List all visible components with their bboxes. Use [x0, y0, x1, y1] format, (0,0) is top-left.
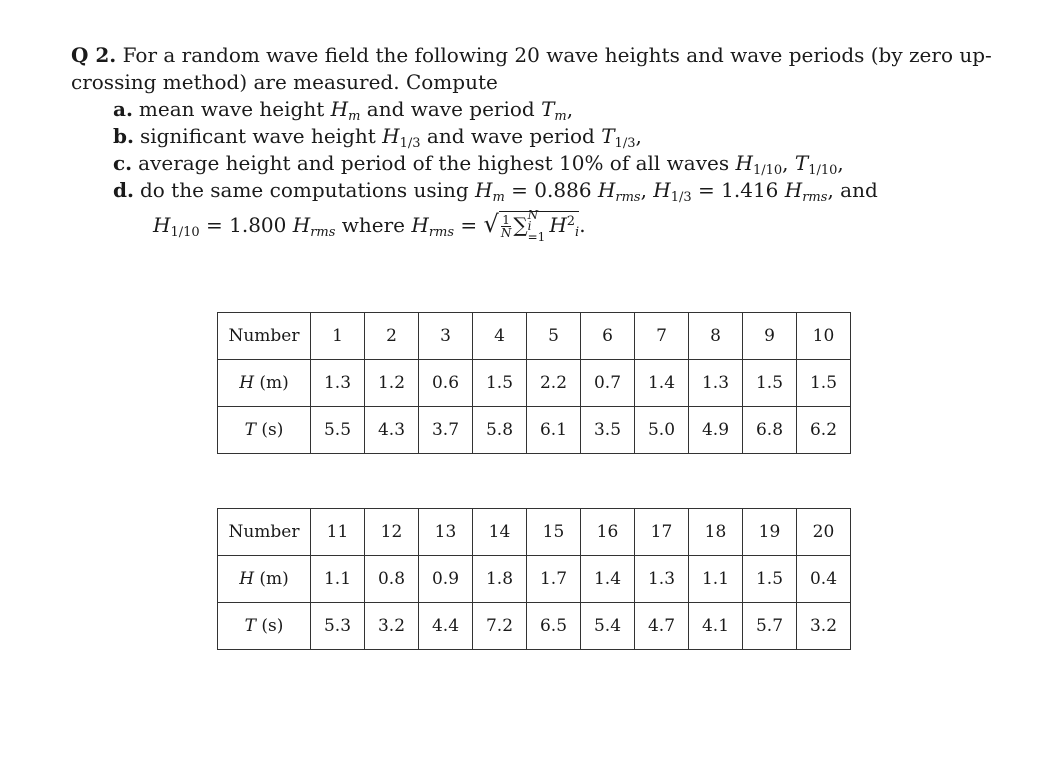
table-cell: 1.5 — [743, 360, 797, 407]
table-cell: 6.1 — [527, 407, 581, 454]
item-a-marker: a. — [113, 97, 133, 121]
table-cell: 3 — [419, 313, 473, 360]
unit-label: (s) — [255, 616, 284, 636]
math-hm: $H_m$ — [330, 97, 361, 124]
table-cell: 9 — [743, 313, 797, 360]
table-cell: 5 — [527, 313, 581, 360]
table-cell: 1.3 — [311, 360, 365, 407]
cont-text-3: = — [454, 213, 484, 237]
table-cell: 18 — [689, 509, 743, 556]
table-cell: 1 — [311, 313, 365, 360]
item-c-text-3: , — [837, 151, 844, 175]
math-rms-formula: √ $\frac{1}{N}$ ∑ N i =1 $H^2_i$. — [483, 208, 586, 244]
item-c-text-1: average height and period of the highest 10% of all waves — [138, 151, 736, 175]
table-cell: 1.4 — [635, 360, 689, 407]
table-cell: 3.5 — [581, 407, 635, 454]
table-cell: 0.4 — [797, 556, 851, 603]
question-block — [71, 42, 991, 243]
item-c — [71, 150, 991, 177]
item-a-text-2: and wave period — [360, 97, 542, 121]
table-cell: 5.3 — [311, 603, 365, 650]
table-cell: 2 — [365, 313, 419, 360]
table-row-period — [218, 407, 851, 454]
row-header-period — [218, 603, 311, 650]
row-header-height — [218, 556, 311, 603]
unit-label: (m) — [254, 373, 289, 393]
math-hrms-3: $H_{rms}$ — [292, 213, 336, 240]
table-cell: 10 — [797, 313, 851, 360]
row-header-number: Number — [218, 509, 311, 556]
variable-symbol: H — [239, 373, 255, 393]
table-cell: 7 — [635, 313, 689, 360]
table-cell: 5.4 — [581, 603, 635, 650]
table-cell: 1.7 — [527, 556, 581, 603]
table-cell: 1.8 — [473, 556, 527, 603]
table-cell: 4.9 — [689, 407, 743, 454]
cont-text-1: = 1.800 — [199, 213, 293, 237]
item-b-marker: b. — [113, 124, 134, 148]
question-label: Q 2. — [71, 43, 117, 67]
cont-text-2: where — [335, 213, 412, 237]
item-b — [71, 123, 991, 150]
table-cell: 4.4 — [419, 603, 473, 650]
row-header-number: Number — [218, 313, 311, 360]
item-d-text-5: , and — [827, 178, 878, 202]
row-header-height — [218, 360, 311, 407]
table-cell: 4 — [473, 313, 527, 360]
item-d — [71, 177, 991, 204]
item-d-continuation — [71, 210, 991, 243]
table-cell: 1.1 — [689, 556, 743, 603]
table-cell: 1.5 — [473, 360, 527, 407]
table-cell: 14 — [473, 509, 527, 556]
item-a-text-1: mean wave height — [138, 97, 331, 121]
math-tm: $T_m$ — [541, 97, 567, 124]
variable-symbol: T — [244, 616, 256, 636]
table-cell: 1.1 — [311, 556, 365, 603]
math-hrms-2: $H_{rms}$ — [784, 178, 828, 205]
table-cell: 6.2 — [797, 407, 851, 454]
table-cell: 13 — [419, 509, 473, 556]
table-row-height — [218, 360, 851, 407]
wave-table-1 — [217, 312, 851, 454]
item-a-text-3: , — [566, 97, 574, 121]
table-cell: 20 — [797, 509, 851, 556]
table-cell: 5.8 — [473, 407, 527, 454]
item-d-text-1: do the same computations using — [139, 178, 476, 202]
table-cell: 2.2 — [527, 360, 581, 407]
table-cell: 1.5 — [797, 360, 851, 407]
table-cell: 4.3 — [365, 407, 419, 454]
table-cell: 17 — [635, 509, 689, 556]
table-cell: 3.2 — [365, 603, 419, 650]
table-cell: 5.5 — [311, 407, 365, 454]
question-intro-line-1 — [71, 42, 991, 69]
variable-symbol: H — [239, 569, 255, 589]
table-cell: 6.5 — [527, 603, 581, 650]
math-hrms-4: $H_{rms}$ — [411, 213, 455, 240]
item-d-text-2: = 0.886 — [504, 178, 598, 202]
math-t110: $T_{1/10}$ — [794, 151, 838, 178]
table-cell: 0.6 — [419, 360, 473, 407]
table-row-number — [218, 509, 851, 556]
row-header-period — [218, 407, 311, 454]
table-row-period — [218, 603, 851, 650]
table-cell: 7.2 — [473, 603, 527, 650]
item-d-text-4: = 1.416 — [691, 178, 785, 202]
question-intro-text-1: For a random wave field the following 20 wave heights and wave periods (by zero up- — [122, 43, 992, 67]
table-cell: 1.3 — [689, 360, 743, 407]
item-b-text-2: and wave period — [420, 124, 602, 148]
table-cell: 11 — [311, 509, 365, 556]
table-cell: 1.3 — [635, 556, 689, 603]
question-items — [71, 96, 991, 243]
question-intro-line-2: crossing method) are measured. Compute — [71, 70, 498, 94]
unit-label: (s) — [255, 420, 284, 440]
table-cell: 12 — [365, 509, 419, 556]
math-t13: $T_{1/3}$ — [601, 124, 636, 151]
table-cell: 5.7 — [743, 603, 797, 650]
item-b-text-3: , — [635, 124, 642, 148]
table-row-number — [218, 313, 851, 360]
table-cell: 19 — [743, 509, 797, 556]
table-cell: 5.0 — [635, 407, 689, 454]
wave-table-2 — [217, 508, 851, 650]
table-cell: 4.7 — [635, 603, 689, 650]
table-cell: 3.7 — [419, 407, 473, 454]
item-d-text-3: , — [640, 178, 654, 202]
table-cell: 6.8 — [743, 407, 797, 454]
item-b-text-1: significant wave height — [139, 124, 383, 148]
math-h13: $H_{1/3}$ — [382, 124, 421, 151]
table-row-height — [218, 556, 851, 603]
table-cell: 8 — [689, 313, 743, 360]
item-a — [71, 96, 991, 123]
table-cell: 16 — [581, 509, 635, 556]
table-cell: 1.4 — [581, 556, 635, 603]
table-cell: 1.2 — [365, 360, 419, 407]
table-cell: 0.9 — [419, 556, 473, 603]
table-cell: 15 — [527, 509, 581, 556]
table-cell: 1.5 — [743, 556, 797, 603]
table-cell: 4.1 — [689, 603, 743, 650]
math-h13-2: $H_{1/3}$ — [653, 178, 692, 205]
math-hrms-1: $H_{rms}$ — [597, 178, 641, 205]
item-c-marker: c. — [113, 151, 133, 175]
math-h110: $H_{1/10}$ — [735, 151, 783, 178]
math-hm-2: $H_m$ — [475, 178, 505, 205]
variable-symbol: T — [244, 420, 256, 440]
table-cell: 0.8 — [365, 556, 419, 603]
item-d-marker: d. — [113, 178, 134, 202]
math-h110-2: $H_{1/10}$ — [153, 213, 200, 240]
table-cell: 0.7 — [581, 360, 635, 407]
item-c-text-2: , — [782, 151, 795, 175]
table-cell: 6 — [581, 313, 635, 360]
unit-label: (m) — [254, 569, 289, 589]
table-cell: 3.2 — [797, 603, 851, 650]
